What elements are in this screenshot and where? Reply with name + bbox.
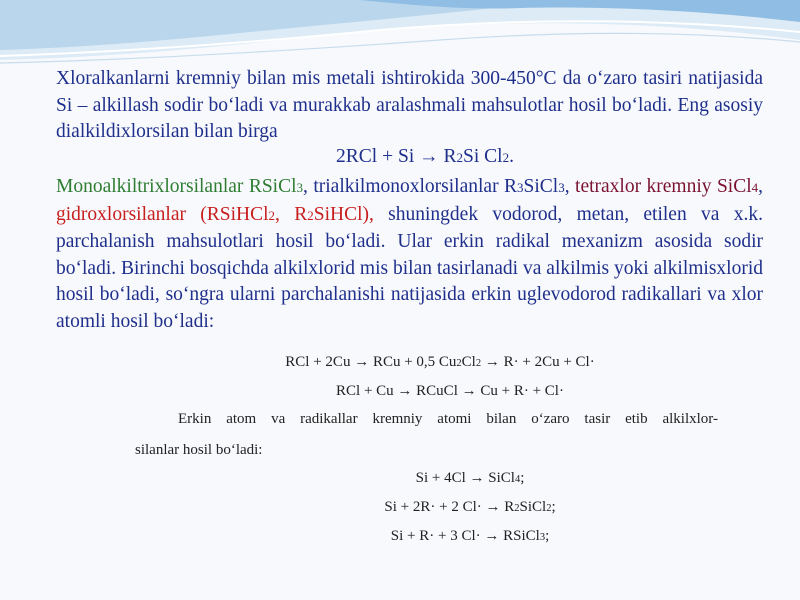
r5-a: Si + R· + 3 Cl· → RSiCl [390,528,540,544]
eq1-part-a: 2RCl + Si → R [336,146,457,167]
gidro-sub-1: 2 [268,207,276,223]
eq1-part-c: Si Cl [463,146,503,167]
r3-c: ; [520,470,525,486]
r4-e: ; [551,499,556,515]
tri-sub-1: 3 [517,180,524,195]
eq1-sub-2: 2 [502,150,510,165]
reaction-1 [130,354,730,371]
reaction-2: RCl + Cu → RCuCl → Cu + R· + Cl· [336,383,564,399]
equation-main [0,146,800,168]
eq1-sub-1: 2 [456,150,463,165]
r1-e: → R· + 2Cu + Cl· [481,354,595,370]
tri-sub-2: 3 [558,180,565,195]
gidro-text-a: gidroxlorsilanlar (RSiHCl [56,203,269,225]
reaction-3 [130,470,730,487]
r5-c: ; [545,528,550,544]
mono-sub: 3 [296,180,304,195]
reaction-4 [130,499,730,516]
r5-sub: 3 [539,532,546,543]
gidro-text-c: SiHCl), [313,203,374,225]
tri-text: , trialkilmonoxlorsilanlar R [303,176,518,197]
tetra-sub: 4 [751,180,759,195]
eq1-period: . [509,146,514,167]
paragraph-intro: Xloralkanlarni kremniy bilan mis metali ishtirokida 300-450°C da o‘zaro tasiri natijasida Si – alkillash sodir bo‘ladi va murakkab aralashmali mahsulotlar hosil bo‘ladi. Eng asosiy dialkildixlorsilan bilan birga [56,68,763,142]
scan-text-line-1: Erkin atom va radikallar kremniy atomi bilan o‘zaro tasir etib alkilxlor- [178,411,718,427]
gidro-text-b: , R [275,203,308,225]
r1-c: Cl [461,354,476,370]
r4-sub-1: 2 [514,503,520,514]
tetra-text: tetraxlor kremniy SiCl [575,176,752,197]
mono-text: Monoalkiltrixlorsilanlar RSiCl [56,176,297,197]
products-rest: shuningdek vodorod, metan, etilen va x.k. parchalanish mahsulotlari hosil bo‘ladi. Ular erkin radikal mexanizm asosida sodir bo‘ladi. Birinchi bosqichda alkilxlorid mis bilan tasirlanadi va alkilmis yoki alkilmisxlorid hosil bo‘ladi, so‘ngra ularni parchalanishi natijasida erkin uglevodorod radikallari va xlor atomli hosil bo‘ladi: [56,203,763,332]
gidro-sub-2: 2 [307,207,314,223]
reaction-5 [130,528,730,545]
r4-a: Si + 2R· + 2 Cl· → R [384,499,515,515]
r4-c: SiCl [519,499,547,515]
r1-sub-1: 2 [456,358,462,369]
r4-sub-2: 2 [546,503,552,514]
scanned-reactions-image [130,340,730,560]
paragraph-products [56,174,763,335]
tri-mid: SiCl [523,176,559,197]
r3-sub: 4 [514,474,521,485]
r1-sub-2: 2 [475,358,482,369]
scan-text-line-2: silanlar hosil bo‘ladi: [135,442,263,458]
r1-a: RCl + 2Cu → RCu + 0,5 Cu [285,354,457,370]
r3-a: Si + 4Cl → SiCl [415,470,515,486]
comma-1: , [564,176,576,197]
comma-2: , [758,176,764,197]
